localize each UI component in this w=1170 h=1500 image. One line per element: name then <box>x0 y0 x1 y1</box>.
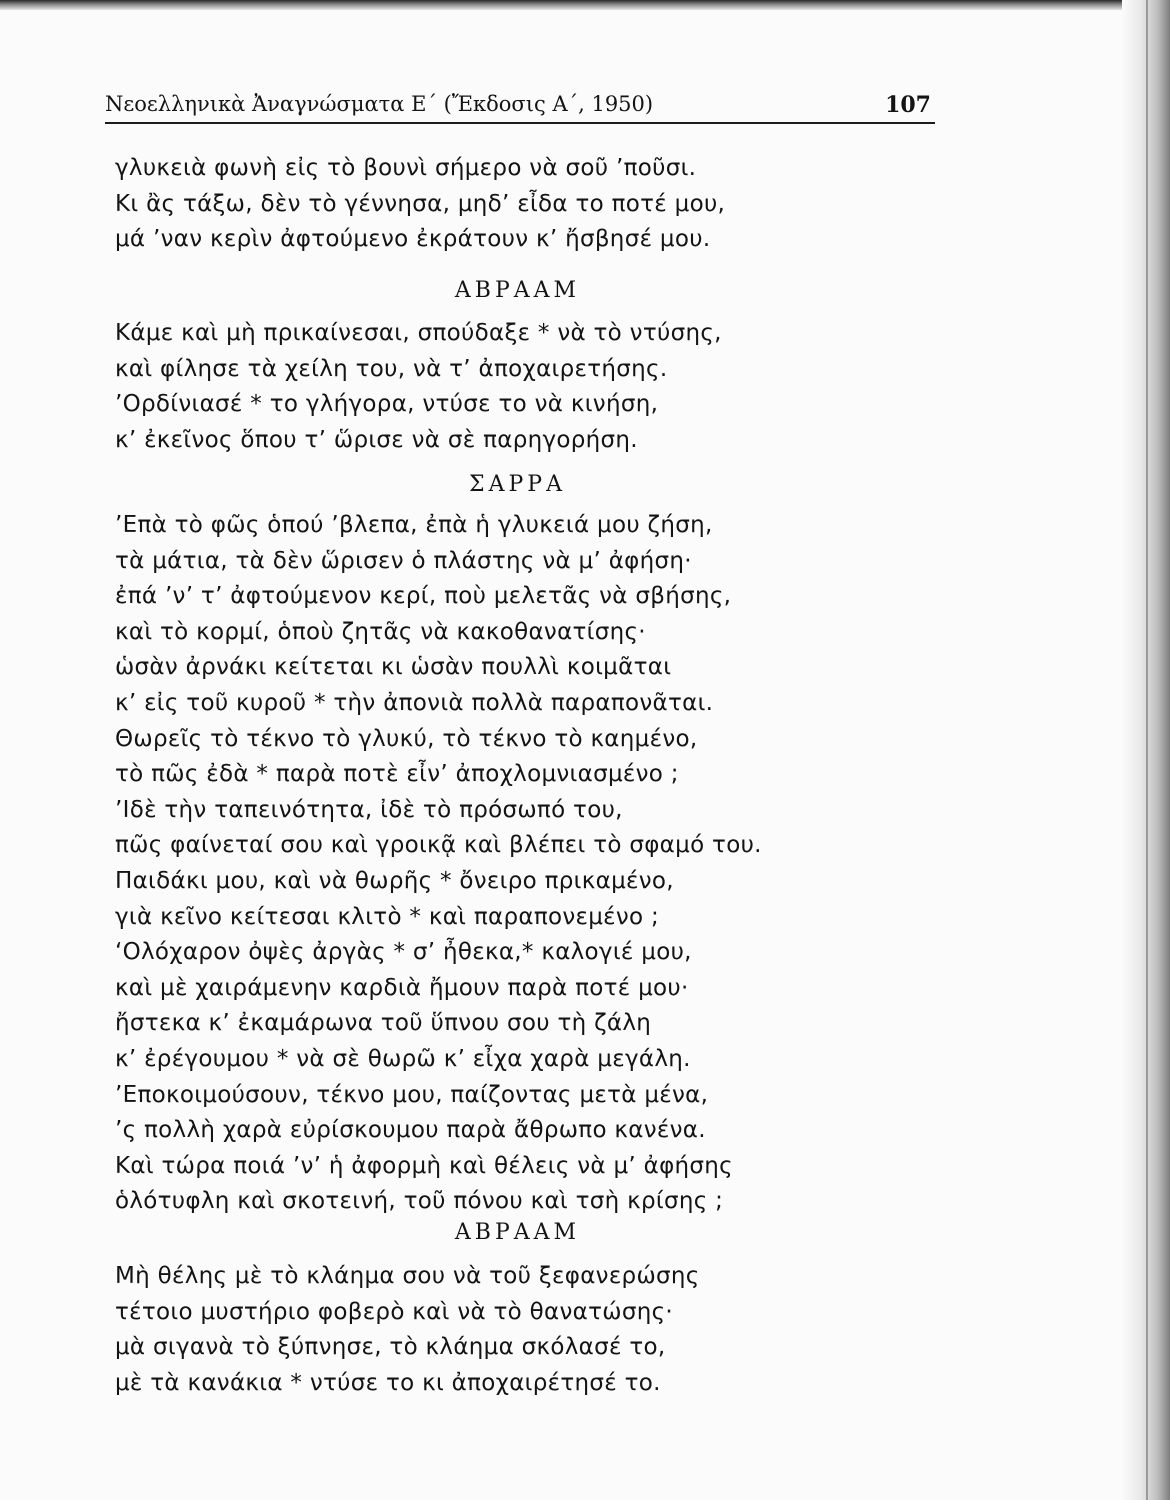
verse-line: Κι ἂς τάξω, δὲν τὸ γέννησα, μηδ’ εἶδα το ποτέ μου, <box>115 190 726 217</box>
verse-line: ’Επὰ τὸ φῶς ὁπού ’βλεπα, ἐπὰ ἡ γλυκειά μου ζήση, <box>115 512 713 538</box>
verse-line: τὰ μάτια, τὰ δὲν ὥρισεν ὁ πλάστης νὰ μ’ ἀφήση· <box>115 547 692 574</box>
verse-line: γιὰ κεῖνο κείτεσαι κλιτὸ * καὶ παραπονεμένο ; <box>115 903 660 930</box>
scan-binding-edge <box>1146 0 1148 1500</box>
verse-line: μὰ σιγανὰ τὸ ξύπνησε, τὸ κλάημα σκόλασέ το, <box>115 1334 666 1361</box>
verse-line: Θωρεῖς τὸ τέκνο τὸ γλυκύ, τὸ τέκνο τὸ καημένο, <box>115 725 698 752</box>
verse-line: Κάμε καὶ μὴ πρικαίνεσαι, σπούδαξε * νὰ τὸ ντύσης, <box>115 320 722 346</box>
verse-line: ’ς πολλὴ χαρὰ εὐρίσκουμου παρὰ ἄθρωπο κανένα. <box>115 1117 706 1144</box>
verse-line: μὲ τὰ κανάκια * ντύσε το κι ἀποχαιρέτησέ το. <box>115 1369 661 1396</box>
verse-line: καὶ μὲ χαιράμενην καρδιὰ ἤμουν παρὰ ποτέ μου· <box>115 974 689 1001</box>
verse-line: ’Εποκοιμούσουν, τέκνο μου, παίζοντας μετὰ μένα, <box>115 1081 709 1108</box>
verse-line: ’Ορδίνιασέ * το γλήγορα, ντύσε το νὰ κινήση, <box>115 391 659 418</box>
running-header <box>105 92 935 124</box>
verse-line: τὸ πῶς ἐδὰ * παρὰ ποτὲ εἶν’ ἀποχλομνιασμένο ; <box>115 761 679 788</box>
scan-top-shadow <box>0 0 1170 10</box>
verse-line: ὡσὰν ἀρνάκι κείτεται κι ὡσὰν πουλλὶ κοιμᾶται <box>115 654 672 681</box>
verse-line: κ’ εἰς τοῦ κυροῦ * τὴν ἀπονιὰ πολλὰ παραπονᾶται. <box>115 689 714 716</box>
verse-block-4 <box>115 1259 700 1401</box>
header-title: Νεοελληνικὰ Ἀναγνώσματα Ε΄ (Ἔκδοσις Α΄, 1950) <box>105 92 654 116</box>
verse-line: ἤστεκα κ’ ἐκαμάρωνα τοῦ ὕπνου σου τὴ ζάλη <box>115 1010 652 1037</box>
verse-line: κ’ ἐρέγουμου * νὰ σὲ θωρῶ κ’ εἶχα χαρὰ μεγάλη. <box>115 1045 691 1072</box>
verse-block-3 <box>115 508 762 1220</box>
speaker-heading: ΣΑΡΡΑ <box>469 472 566 497</box>
verse-line: Παιδάκι μου, καὶ νὰ θωρῆς * ὄνειρο πρικαμένο, <box>115 867 674 894</box>
verse-line: γλυκειὰ φωνὴ εἰς τὸ βουνὶ σήμερο νὰ σοῦ ’ποῦσι. <box>115 155 697 181</box>
verse-line: ὁλότυφλη καὶ σκοτεινή, τοῦ πόνου καὶ τσὴ κρίσης ; <box>115 1188 724 1215</box>
verse-line: καὶ φίλησε τὰ χείλη του, νὰ τ’ ἀποχαιρετήσης. <box>115 355 668 382</box>
verse-line: ’Ιδὲ τὴν ταπεινότητα, ἰδὲ τὸ πρόσωπό του, <box>115 796 623 823</box>
verse-line: τέτοιο μυστήριο φοβερὸ καὶ νὰ τὸ θανατώσης· <box>115 1298 673 1325</box>
verse-line: ‘Ολόχαρον ὀψὲς ἀργὰς * σ’ ἦθεκα,* καλογιέ μου, <box>115 939 692 966</box>
verse-line: πῶς φαίνεταί σου καὶ γροικᾷ καὶ βλέπει τὸ σφαμό του. <box>115 832 762 859</box>
verse-line: Καὶ τώρα ποιά ’ν’ ἡ ἀφορμὴ καὶ θέλεις νὰ μ’ ἀφήσης <box>115 1152 733 1179</box>
verse-line: ἐπά ’ν’ τ’ ἀφτούμενον κερί, ποὺ μελετᾶς νὰ σβήσης, <box>115 583 732 610</box>
speaker-heading: ΑΒΡΑΑΜ <box>454 1220 581 1245</box>
verse-line: μά ’ναν κερὶν ἀφτούμενο ἐκράτουν κ’ ἤσβησέ μου. <box>115 226 711 253</box>
verse-block-1 <box>115 151 725 258</box>
verse-line: κ’ ἐκεῖνος ὅπου τ’ ὥρισε νὰ σὲ παρηγορήση. <box>115 426 638 453</box>
verse-line: Μὴ θέλης μὲ τὸ κλάημα σου νὰ τοῦ ξεφανερώσης <box>115 1263 700 1289</box>
verse-line: καὶ τὸ κορμί, ὁποὺ ζητᾶς νὰ κακοθανατίσης· <box>115 618 646 645</box>
speaker-heading: ΑΒΡΑΑΜ <box>454 278 581 303</box>
page-number: 107 <box>885 92 931 118</box>
verse-block-2 <box>115 316 722 458</box>
